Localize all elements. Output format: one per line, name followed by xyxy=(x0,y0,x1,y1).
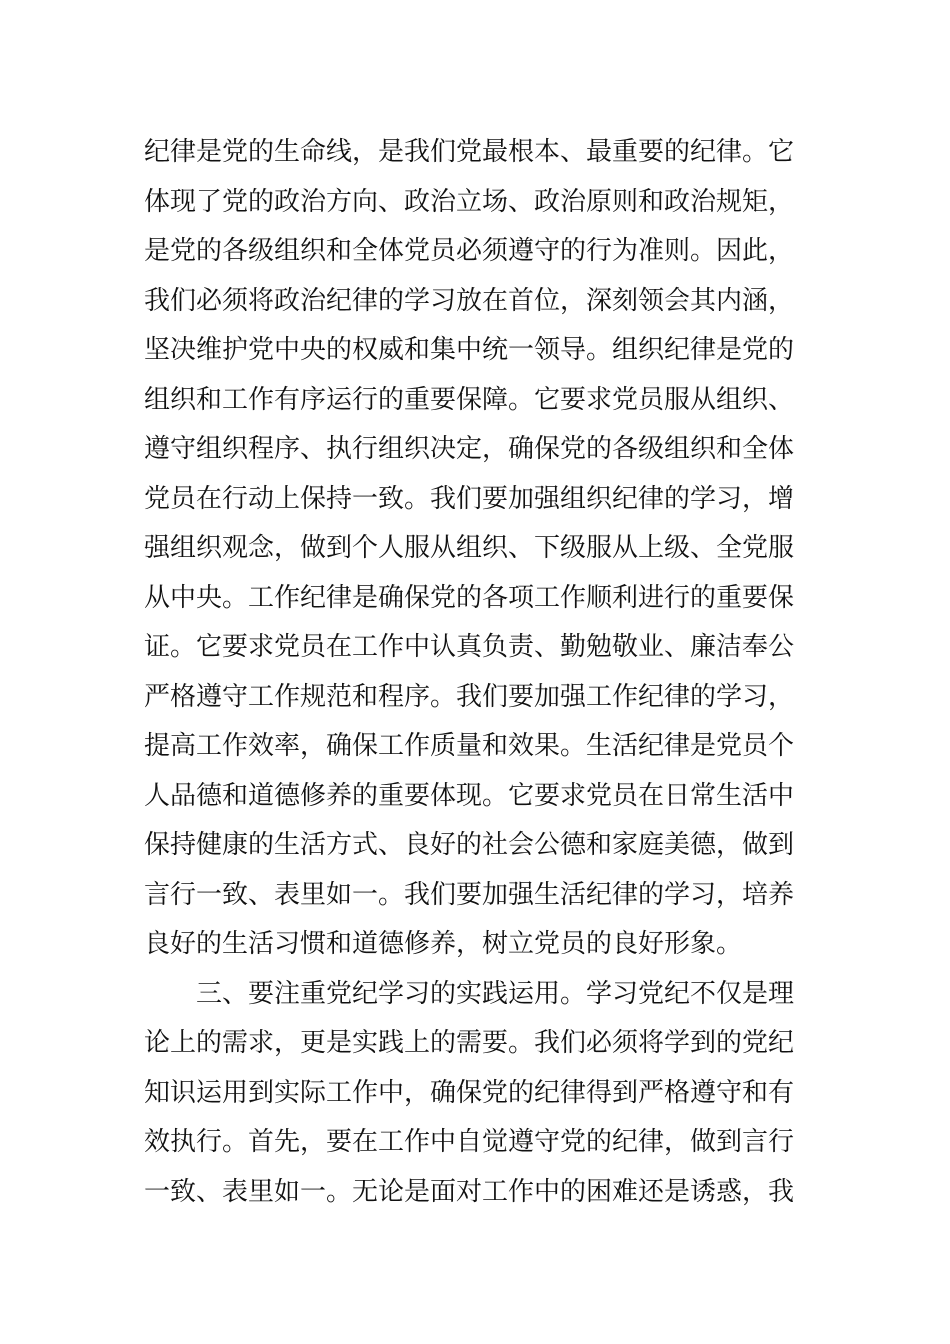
text-line: 提高工作效率，确保工作质量和效果。生活纪律是党员个 xyxy=(144,731,795,761)
text-line: 是党的各级组织和全体党员必须遵守的行为准则。因此， xyxy=(144,236,795,266)
text-line: 强组织观念，做到个人服从组织、下级服从上级、全党服 xyxy=(144,533,795,563)
text-line: 三、要注重党纪学习的实践运用。学习党纪不仅是理 xyxy=(196,978,795,1009)
paragraph xyxy=(144,128,816,970)
paragraph xyxy=(144,970,816,1218)
text-line: 我们必须将政治纪律的学习放在首位，深刻领会其内涵， xyxy=(144,285,795,316)
text-line: 纪律是党的生命线，是我们党最根本、最重要的纪律。它 xyxy=(144,137,795,167)
text-line: 良好的生活习惯和道德修养，树立党员的良好形象。 xyxy=(144,929,743,959)
text-line: 体现了党的政治方向、政治立场、政治原则和政治规矩， xyxy=(144,186,795,217)
text-line: 人品德和道德修养的重要体现。它要求党员在日常生活中 xyxy=(144,780,795,811)
text-line: 严格遵守工作规范和程序。我们要加强工作纪律的学习， xyxy=(144,681,795,712)
text-line: 保持健康的生活方式、良好的社会公德和家庭美德，做到 xyxy=(144,830,795,860)
body-text xyxy=(144,128,816,1217)
text-line: 知识运用到实际工作中，确保党的纪律得到严格遵守和有 xyxy=(144,1077,795,1108)
text-line: 从中央。工作纪律是确保党的各项工作顺利进行的重要保 xyxy=(144,582,795,613)
text-line: 效执行。首先，要在工作中自觉遵守党的纪律，做到言行 xyxy=(144,1127,795,1157)
text-line: 坚决维护党中央的权威和集中统一领导。组织纪律是党的 xyxy=(144,335,795,365)
text-line: 一致、表里如一。无论是面对工作中的困难还是诱惑，我 xyxy=(144,1176,795,1207)
text-line: 证。它要求党员在工作中认真负责、勤勉敬业、廉洁奉公 xyxy=(144,632,795,662)
text-line: 党员在行动上保持一致。我们要加强组织纪律的学习，增 xyxy=(144,483,795,514)
text-line: 论上的需求，更是实践上的需要。我们必须将学到的党纪 xyxy=(144,1028,795,1058)
text-line: 组织和工作有序运行的重要保障。它要求党员服从组织、 xyxy=(144,384,795,415)
text-line: 言行一致、表里如一。我们要加强生活纪律的学习，培养 xyxy=(144,879,795,910)
text-line: 遵守组织程序、执行组织决定，确保党的各级组织和全体 xyxy=(144,434,795,464)
